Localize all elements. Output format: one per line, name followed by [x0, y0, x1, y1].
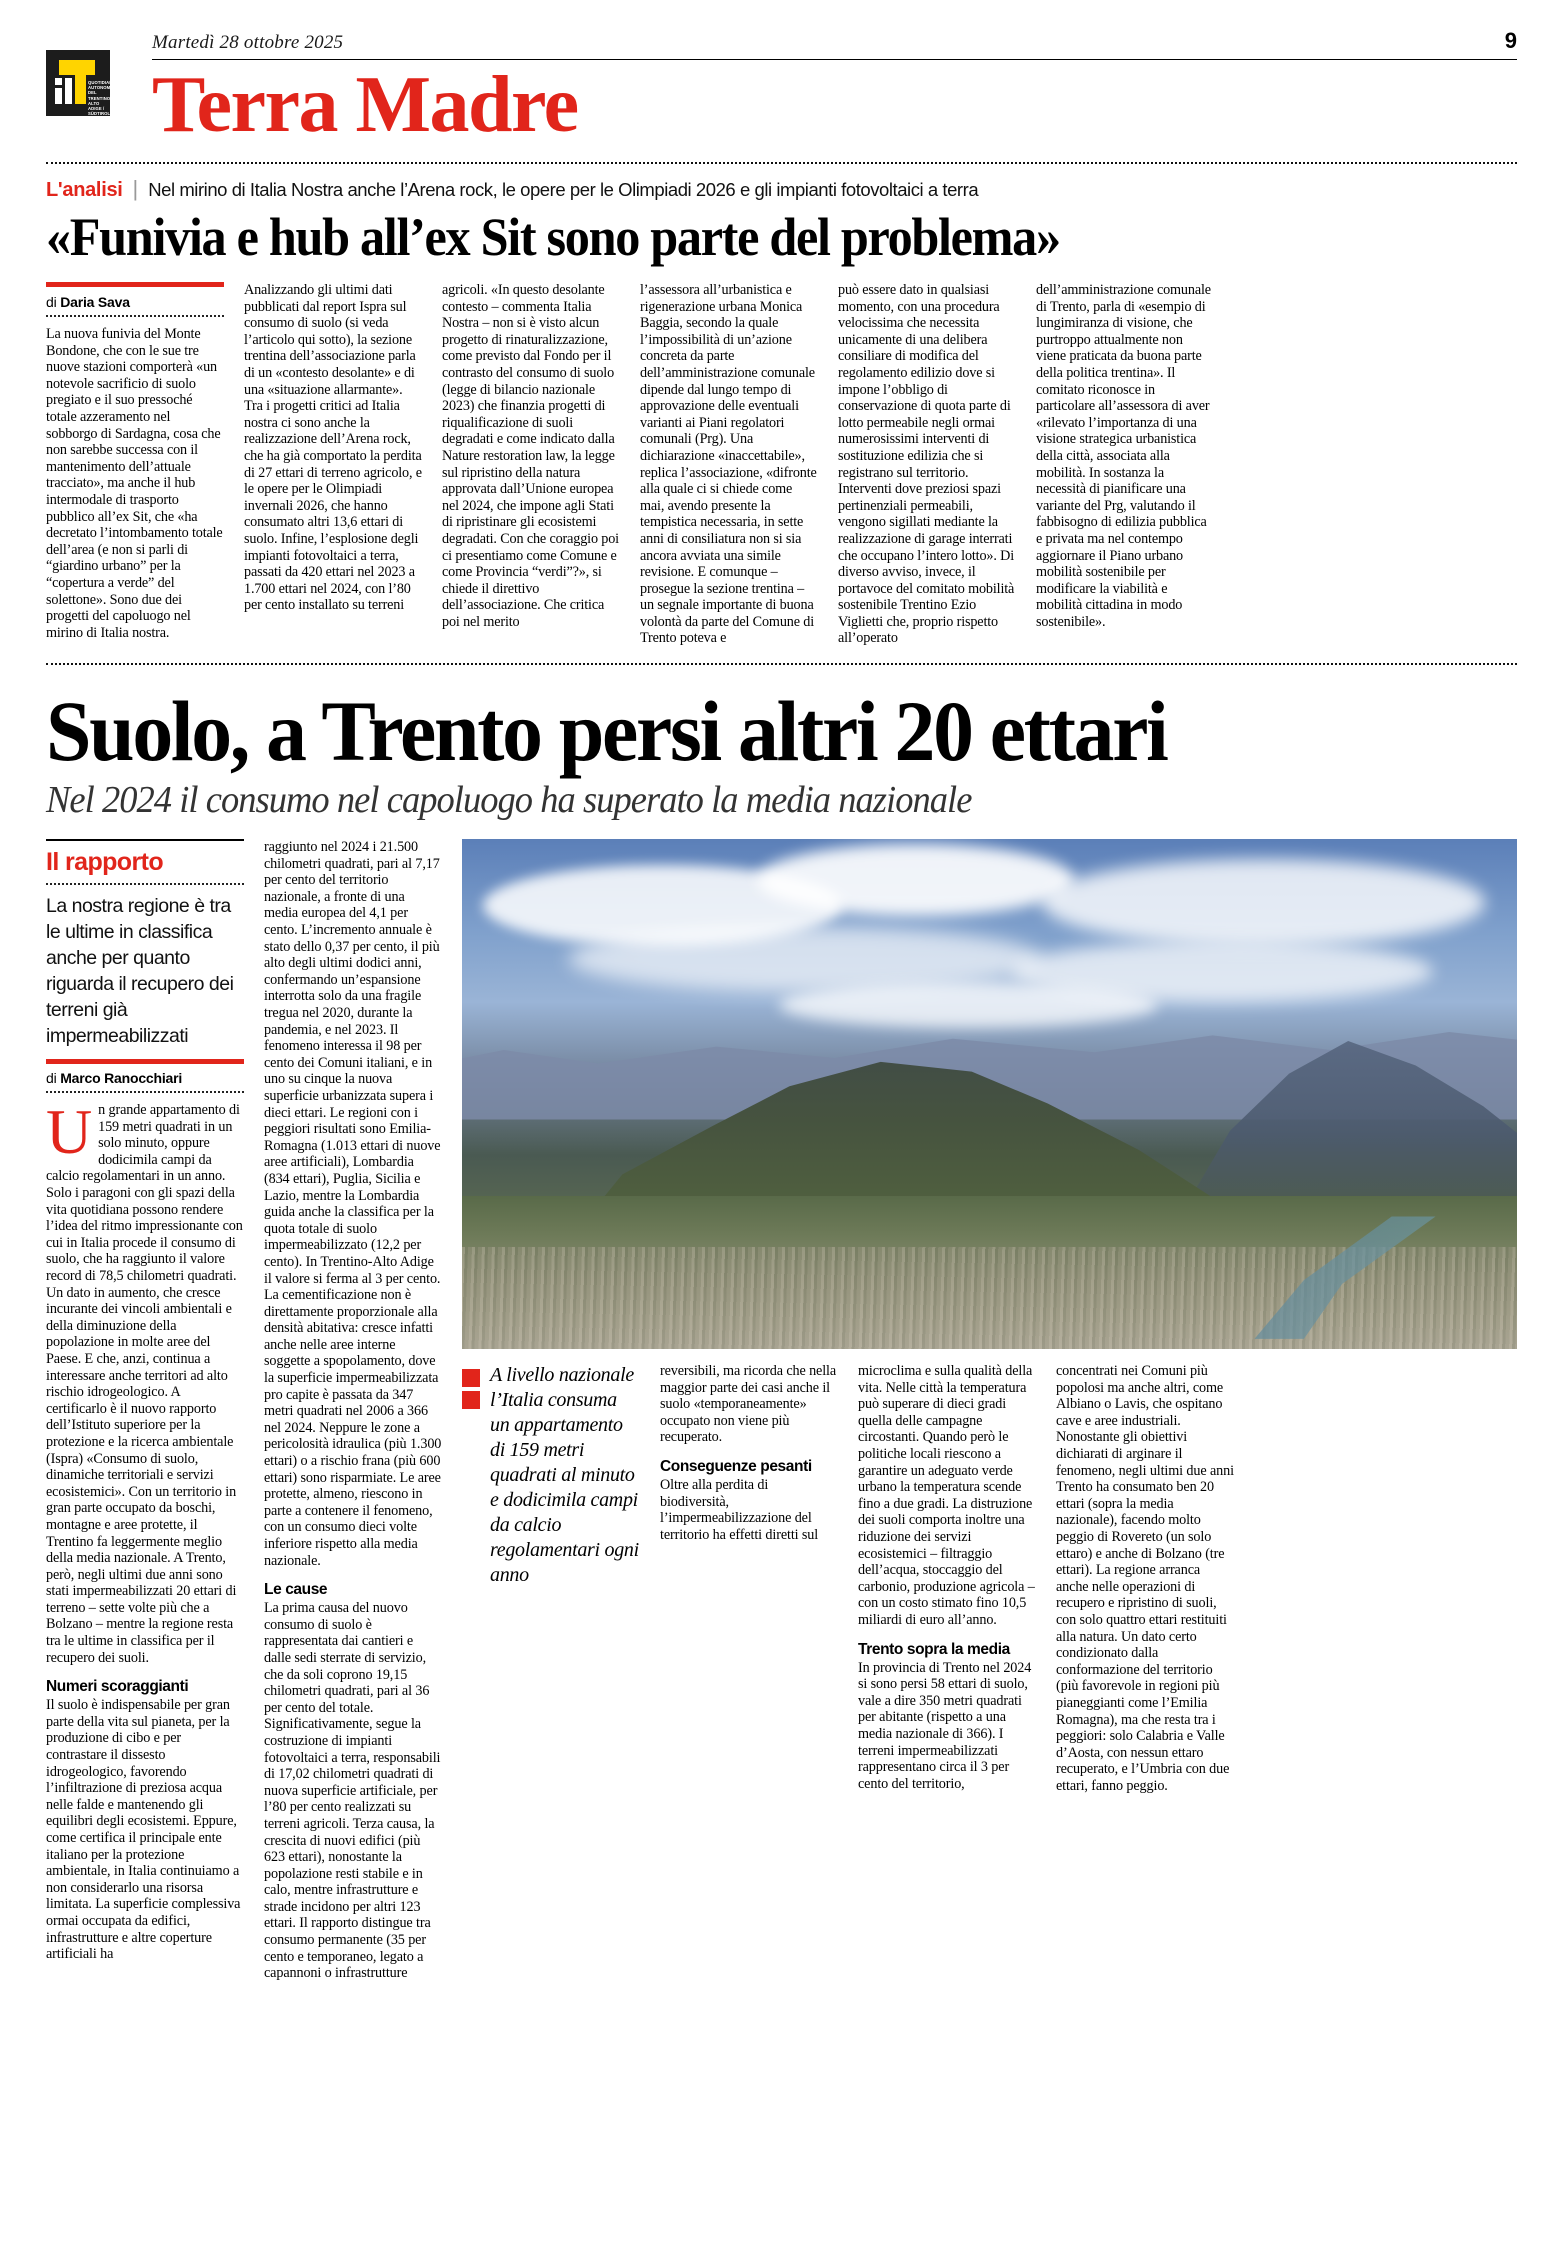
article2-body-cause: La prima causa del nuovo consumo di suolo è rappresentata dai cantieri e dalle sedi sterrate di servizio, che da soli coprono 19,15 chilometri quadrati, pari al 36 per cento del totale. Significativamente, segue la costruzione di impianti fotovoltaici a terra, responsabili di 17,02 chilometri quadrati di nuova superficie artificiale, per l’80 per cento realizzati su terreni agricoli. Terza causa, la crescita di nuovi edifici (più 623 ettari), nonostante la popolazione resti stabile e in calo, mentre infrastrutture e strade incidono per altri 123 ettari. Il rapporto distingue tra consumo permanente (35 per cento e temporaneo, legato a capannoni o infrastrutture [264, 1600, 441, 1982]
article2-body-trento: In provincia di Trento nel 2024 si sono persi 58 ettari di suolo, vale a dire 350 metri quadrati per abitante (rispetto a una media nazionale di 366). I terreni impermeabilizzati rappresentano circa il 3 per cento del territorio, [858, 1659, 1032, 1792]
article2-byline [46, 1064, 244, 1091]
article1-column-4 [640, 282, 818, 647]
article2-lower-column-3 [1056, 1363, 1234, 1794]
article2-underphoto-row [462, 1363, 1517, 1794]
logo-sub-line-3: DEL TRENTINO [88, 90, 111, 101]
publication-date: Martedì 28 ottobre 2025 [152, 32, 344, 53]
paragraph: può essere dato in qualsiasi momento, con una procedura velocissima che necessita unicamente di una delibera consiliare di modifica del regolamento edilizio dove si impone l’obbligo di conservazione di quota parte di lotto permeabile negli ormai numerosissimi interventi di sostituzione edilizia che si registrano sul territorio. Interventi dove preziosi spazi pertinenziali permeabili, vengono sigillati mediante la realizzazione di garage interrati che occupano l’intero lotto». Di diverso avviso, invece, il portavoce del comitato mobilità sostenibile Trentino Ezio Viglietti che, proprio rispetto all’operato [838, 282, 1015, 647]
masthead-dotted-separator [46, 162, 1517, 164]
article2-lower-column-2 [858, 1363, 1036, 1794]
subhead-numeri-scoraggianti: Numeri scoraggianti [46, 1678, 189, 1696]
report-box-title: Il rapporto [46, 848, 164, 877]
byline-prefix: di [46, 294, 57, 310]
masthead-right [152, 28, 1517, 148]
article2-body-comuni: concentrati nei Comuni più popolosi ma anche altri, come Albiano o Lavis, che ospitano cave e aree industriali. Nonostante gli obiettivi dichiarati di arginare il fenomeno, negli ultimi due anni Trento ha consumato ben 20 ettari (sopra la media nazionale), facendo molto peggio di Rovereto (un solo ettaro) e anche di Bolzano (tre ettari). La regione arranca anche nelle operazioni di recupero e ripristino di suoli, con solo quattro ettari restituiti alla natura. Un dato certo condizionato dalla conformazione del territorio (più favorevole in regioni più pianeggianti come l’Emilia Romagna), ma che resta tra i peggiori: solo Calabria e Valle d’Aosta, con nessun ettaro recuperato, e l’Umbria con due ettari, fanno peggio. [1056, 1363, 1234, 1794]
article-separator [46, 663, 1517, 665]
article2-left-column [46, 839, 244, 1982]
paragraph: agricoli. «In questo desolante contesto – commenta Italia Nostra – non si è visto alcun progetto di rinaturalizzazione, come previsto dal Fondo per il contrasto del consumo di suolo (legge di bilancio nazionale 2023) che finanzia progetti di riqualificazione di suoli degradati e come indicato dalla Nature restoration law, la legge sul ripristino della natura approvata dall’Unione europea nel 2024, che impone agli Stati di ripristinare gli ecosistemi degradati. Con che coraggio poi ci presentiamo come Comune e come Provincia “verdi”?», si chiede il direttivo dell’associazione. Che critica poi nel merito [442, 282, 619, 630]
article1-body-2 [244, 282, 422, 614]
subhead-conseguenze-pesanti: Conseguenze pesanti [660, 1458, 812, 1476]
article2-byline-dotted-rule [46, 1091, 244, 1093]
byline-red-bar [46, 282, 224, 287]
logo-t-stem-icon [75, 60, 86, 104]
article1-body-3 [442, 282, 620, 630]
masthead [46, 0, 1517, 148]
logo-l-bar-icon [65, 78, 72, 104]
kicker-divider-icon: | [132, 176, 139, 201]
logo-subtitle [88, 80, 116, 117]
report-box-dotted-rule [46, 883, 244, 885]
report-box-topline [46, 839, 244, 841]
article2-top-row [46, 839, 1517, 1982]
article2-mid-column [264, 839, 442, 1982]
article1-column-2 [244, 282, 422, 647]
article2-lower-column-1 [660, 1363, 838, 1794]
article2-body-conseguenze: Oltre alla perdita di biodiversità, l’impermeabilizzazione del territorio ha effetti diretti sul [660, 1477, 819, 1543]
byline-author: Daria Sava [60, 294, 130, 310]
cloud-shape [757, 844, 1074, 915]
logo-i-bar-icon [55, 88, 62, 104]
page-number: 9 [1504, 28, 1517, 53]
report-box-text: La nostra regione è tra le ultime in classifica anche per quanto riguarda il recupero dei terreni già impermeabilizzati [46, 895, 234, 1048]
article1-headline: «Funivia e hub all’ex Sit sono parte del problema» [46, 207, 1060, 267]
byline-dotted-rule [46, 315, 224, 317]
cloud-shape [1042, 859, 1485, 946]
article1-body-1 [46, 326, 224, 641]
quote-square-icon [462, 1369, 480, 1387]
paragraph: Analizzando gli ultimi dati pubblicati dal report Ispra sul consumo di suolo (si veda l’articolo qui sotto), la sezione trentina dell’associazione parla di un «contesto desolante» e di una «situazione allarmante». Tra i progetti critici ad Italia nostra ci sono anche la realizzazione dell’Arena rock, che ha già comportato la perdita di 27 ettari di terreno agricolo, e le opere per le Olimpiadi invernali 2026, che hanno consumato altri 13,6 ettari di suolo. Infine, l’esplosione degli impianti fotovoltaici a terra, passati da 420 ettari nel 2023 a 1.700 ettari nel 2024, con l’80 per cento installato su terreni [244, 282, 422, 614]
newspaper-logo [46, 50, 116, 117]
article2-lead-paragraph: Un grande appartamento di 159 metri quadrati in un solo minuto, oppure dodicimila campi da calcio regolamentari in un anno. Solo i paragoni con gli spazi della vita quotidiana possono rendere l’idea del ritmo impressionante con cui in Italia procede il consumo di suolo, che ha raggiunto il valore record di 78,5 chilometri quadrati. Un dato in aumento, che cresce incurante dei vincoli ambientali e della diminuzione della popolazione in molte aree del Paese. E che, anzi, continua a interessare anche territori ad alto rischio idrogeologico. A certificarlo è il nuovo rapporto dell’Istituto superiore per la protezione e la ricerca ambientale (Ispra) «Consumo di suolo, dinamiche territoriali e servizi ecosistemici». Con un territorio in gran parte occupato da boschi, montagne e aree protette, il Trentino fa leggermente meglio della media nazionale. A Trento, però, negli ultimi due anni sono stati impermeabilizzati 20 ettari di terreno – sette volte più che a Bolzano – mentre la regione resta tra le ultime in classifica per il recupero dei suoli. [46, 1096, 243, 1666]
paragraph: La nuova funivia del Monte Bondone, che con le sue tre nuove stazioni comporterà «un notevole sacrificio di suolo pregiato e il suo pressoché totale azzeramento nel sobborgo di Sardagna, cosa che non sarebbe successa con il mantenimento dell’attuale tracciato», ma anche il hub intermodale di trasporto pubblico all’ex Sit, che «ha decretato l’intombamento totale dell’area (e non si parli di “giardino urbano” per la “copertura a verde” del solettone». Sono due dei progetti del capoluogo nel mirino di Italia nostra. [46, 326, 223, 641]
article2-headline: Suolo, a Trento persi altri 20 ettari [46, 683, 1167, 780]
dateline-row [152, 28, 1517, 54]
article1-column-1 [46, 282, 224, 647]
aerial-photo-trento [462, 839, 1517, 1349]
report-box [46, 839, 244, 1064]
article1-column-6 [1036, 282, 1214, 647]
article2-body-microclima: microclima e sulla qualità della vita. Nelle città la temperatura può superare di dieci gradi quella delle campagne circostanti. Quando però le politiche locali riescono a garantire un adeguato verde urbano la temperatura scende fino a due gradi. La distruzione dei suoli comporta inoltre una riduzione dei servizi ecosistemici – filtraggio dell’acqua, stoccaggio del carbonio, produzione agricola – con un costo stimato fino 10,5 miliardi di euro all’anno. [858, 1363, 1035, 1628]
quote-square-icon [462, 1391, 480, 1409]
article2-photo-area [462, 839, 1517, 1982]
article1-byline [46, 294, 224, 315]
article1-column-3 [442, 282, 620, 647]
paragraph: dell’amministrazione comunale di Trento, parla di «esempio di lungimiranza di visione, che purtroppo attualmente non viene praticata da buona parte della politica trentina». Il comitato riconosce in particolare all’assessora di aver «rilevato l’importanza di una visione strategica urbanistica della città, associata alla mobilità. In sostanza la necessità di pianificare una variante del Prg, valutando il fabbisogno di edilizia pubblica e privata ma nel contempo aggiornare il Piano urbano mobilità sostenibile per modificare la viabilità e mobilità cittadina in modo sostenibile». [1036, 282, 1211, 630]
logo-sub-line-4: ALTO ADIGE / [88, 100, 105, 112]
article2-body-mid-1: raggiunto nel 2024 i 21.500 chilometri quadrati, pari al 7,17 per cento del territorio nazionale, a fronte di una media europea del 4,1 per cento. L’incremento annuale è stato dello 0,37 per cento, il più alto degli ultimi dodici anni, confermando un’espansione interrotta solo da una fragile tregua nel 2020, durante la pandemia, e nel 2023. Il fenomeno interessa il 98 per cento dei Comuni italiani, e in uno su cinque la nuova superficie urbanizzata supera i dieci ettari. Le regioni con i peggiori risultati sono Emilia-Romagna (1.013 ettari di nuove aree artificiali), Lombardia (834 ettari), Puglia, Sicilia e Lazio, mentre la Lombardia guida anche la classifica per la quota totale di suolo impermeabilizzato (12,2 per cento). In Trentino-Alto Adige il valore si ferma al 3 per cento. La cementificazione non è direttamente proporzionale alla densità abitativa: cresce infatti anche nelle aree interne soggette a spopolamento, dove la superficie impermeabilizzata pro capite è passata da 347 metri quadrati nel 2006 a 366 nel 2024. Neppure le zone a pericolosità idraulica (più 1.300 ettari) o a rischio frana (più 600 ettari) sono risparmiate. Le aree protette, almeno, riescono in parte a contenere il fenomeno, con un consumo dieci volte inferiore rispetto alla media nazionale. [264, 839, 442, 1569]
subhead-trento-sopra-la-media: Trento sopra la media [858, 1640, 1010, 1658]
article1-columns [46, 282, 1517, 647]
byline-author: Marco Ranocchiari [60, 1070, 183, 1087]
article1-column-5 [838, 282, 1016, 647]
article1-body-5 [838, 282, 1016, 647]
paragraph: l’assessora all’urbanistica e rigenerazione urbana Monica Baggia, secondo la quale l’impossibilità di un’azione concreta da parte dell’amministrazione comunale dipende dal lungo tempo di approvazione delle eventuali varianti ai Piani regolatori comunali (Prg). Una dichiarazione «inaccettabile», replica l’associazione, «difronte alla quale ci si chiede come mai, avendo presente la tempistica necessaria, in sette anni di consiliatura non si sia ancora avviata una simile revisione. E comunque – prosegue la sezione trentina – un segnale importante di buona volontà da parte del Comune di Trento poteva e [640, 282, 817, 647]
pull-quote-marks [462, 1363, 480, 1588]
logo-sub-line-1: QUOTIDIANO [88, 80, 116, 85]
logo-i-dot-icon [55, 78, 62, 85]
pull-quote-column [462, 1363, 640, 1794]
article1-kicker-label: L'analisi [46, 179, 123, 201]
article2-body-pq-tail: reversibili, ma ricorda che nella maggior parte dei casi anche il suolo «temporaneamente» occupato non viene più recuperato. [660, 1363, 837, 1446]
article2-body-numeri: Il suolo è indispensabile per gran parte della vita sul pianeta, per la produzione di cibo e per contrastare il dissesto idrogeologico, favorendo l’infiltrazione di preziosa acqua nelle falde e mantenendo gli equilibri degli ecosistemi. Eppure, come certifica il principale ente italiano per la protezione ambientale, in Italia continuiamo a non considerarlo una risorsa limitata. La superficie complessiva ormai occupata da edifici, infrastrutture e altre coperture artificiali ha [46, 1697, 241, 1963]
article1-body-6 [1036, 282, 1214, 630]
article1-kicker-row [46, 176, 1517, 202]
logo-sub-line-2: AUTONOMO [88, 85, 114, 91]
article1-kicker-text: Nel mirino di Italia Nostra anche l’Arena rock, le opere per le Olimpiadi 2026 e gli impianti fotovoltaici a terra [148, 179, 979, 200]
pull-quote-text: A livello nazionale l’Italia consuma un appartamento di 159 metri quadrati al minuto e dodicimila campi da calcio regolamentari ogni anno [490, 1364, 639, 1587]
section-title: Terra Madre [152, 61, 578, 149]
byline-prefix: di [46, 1070, 57, 1087]
article1-body-4 [640, 282, 818, 647]
pull-quote [462, 1363, 640, 1588]
cloud-shape [779, 982, 1159, 1028]
article2-subhead: Nel 2024 il consumo nel capoluogo ha superato la media nazionale [46, 779, 972, 822]
masthead-rule [152, 59, 1517, 60]
subhead-le-cause: Le cause [264, 1581, 328, 1599]
logo-sub-line-5: SÜDTIROL [88, 111, 111, 117]
